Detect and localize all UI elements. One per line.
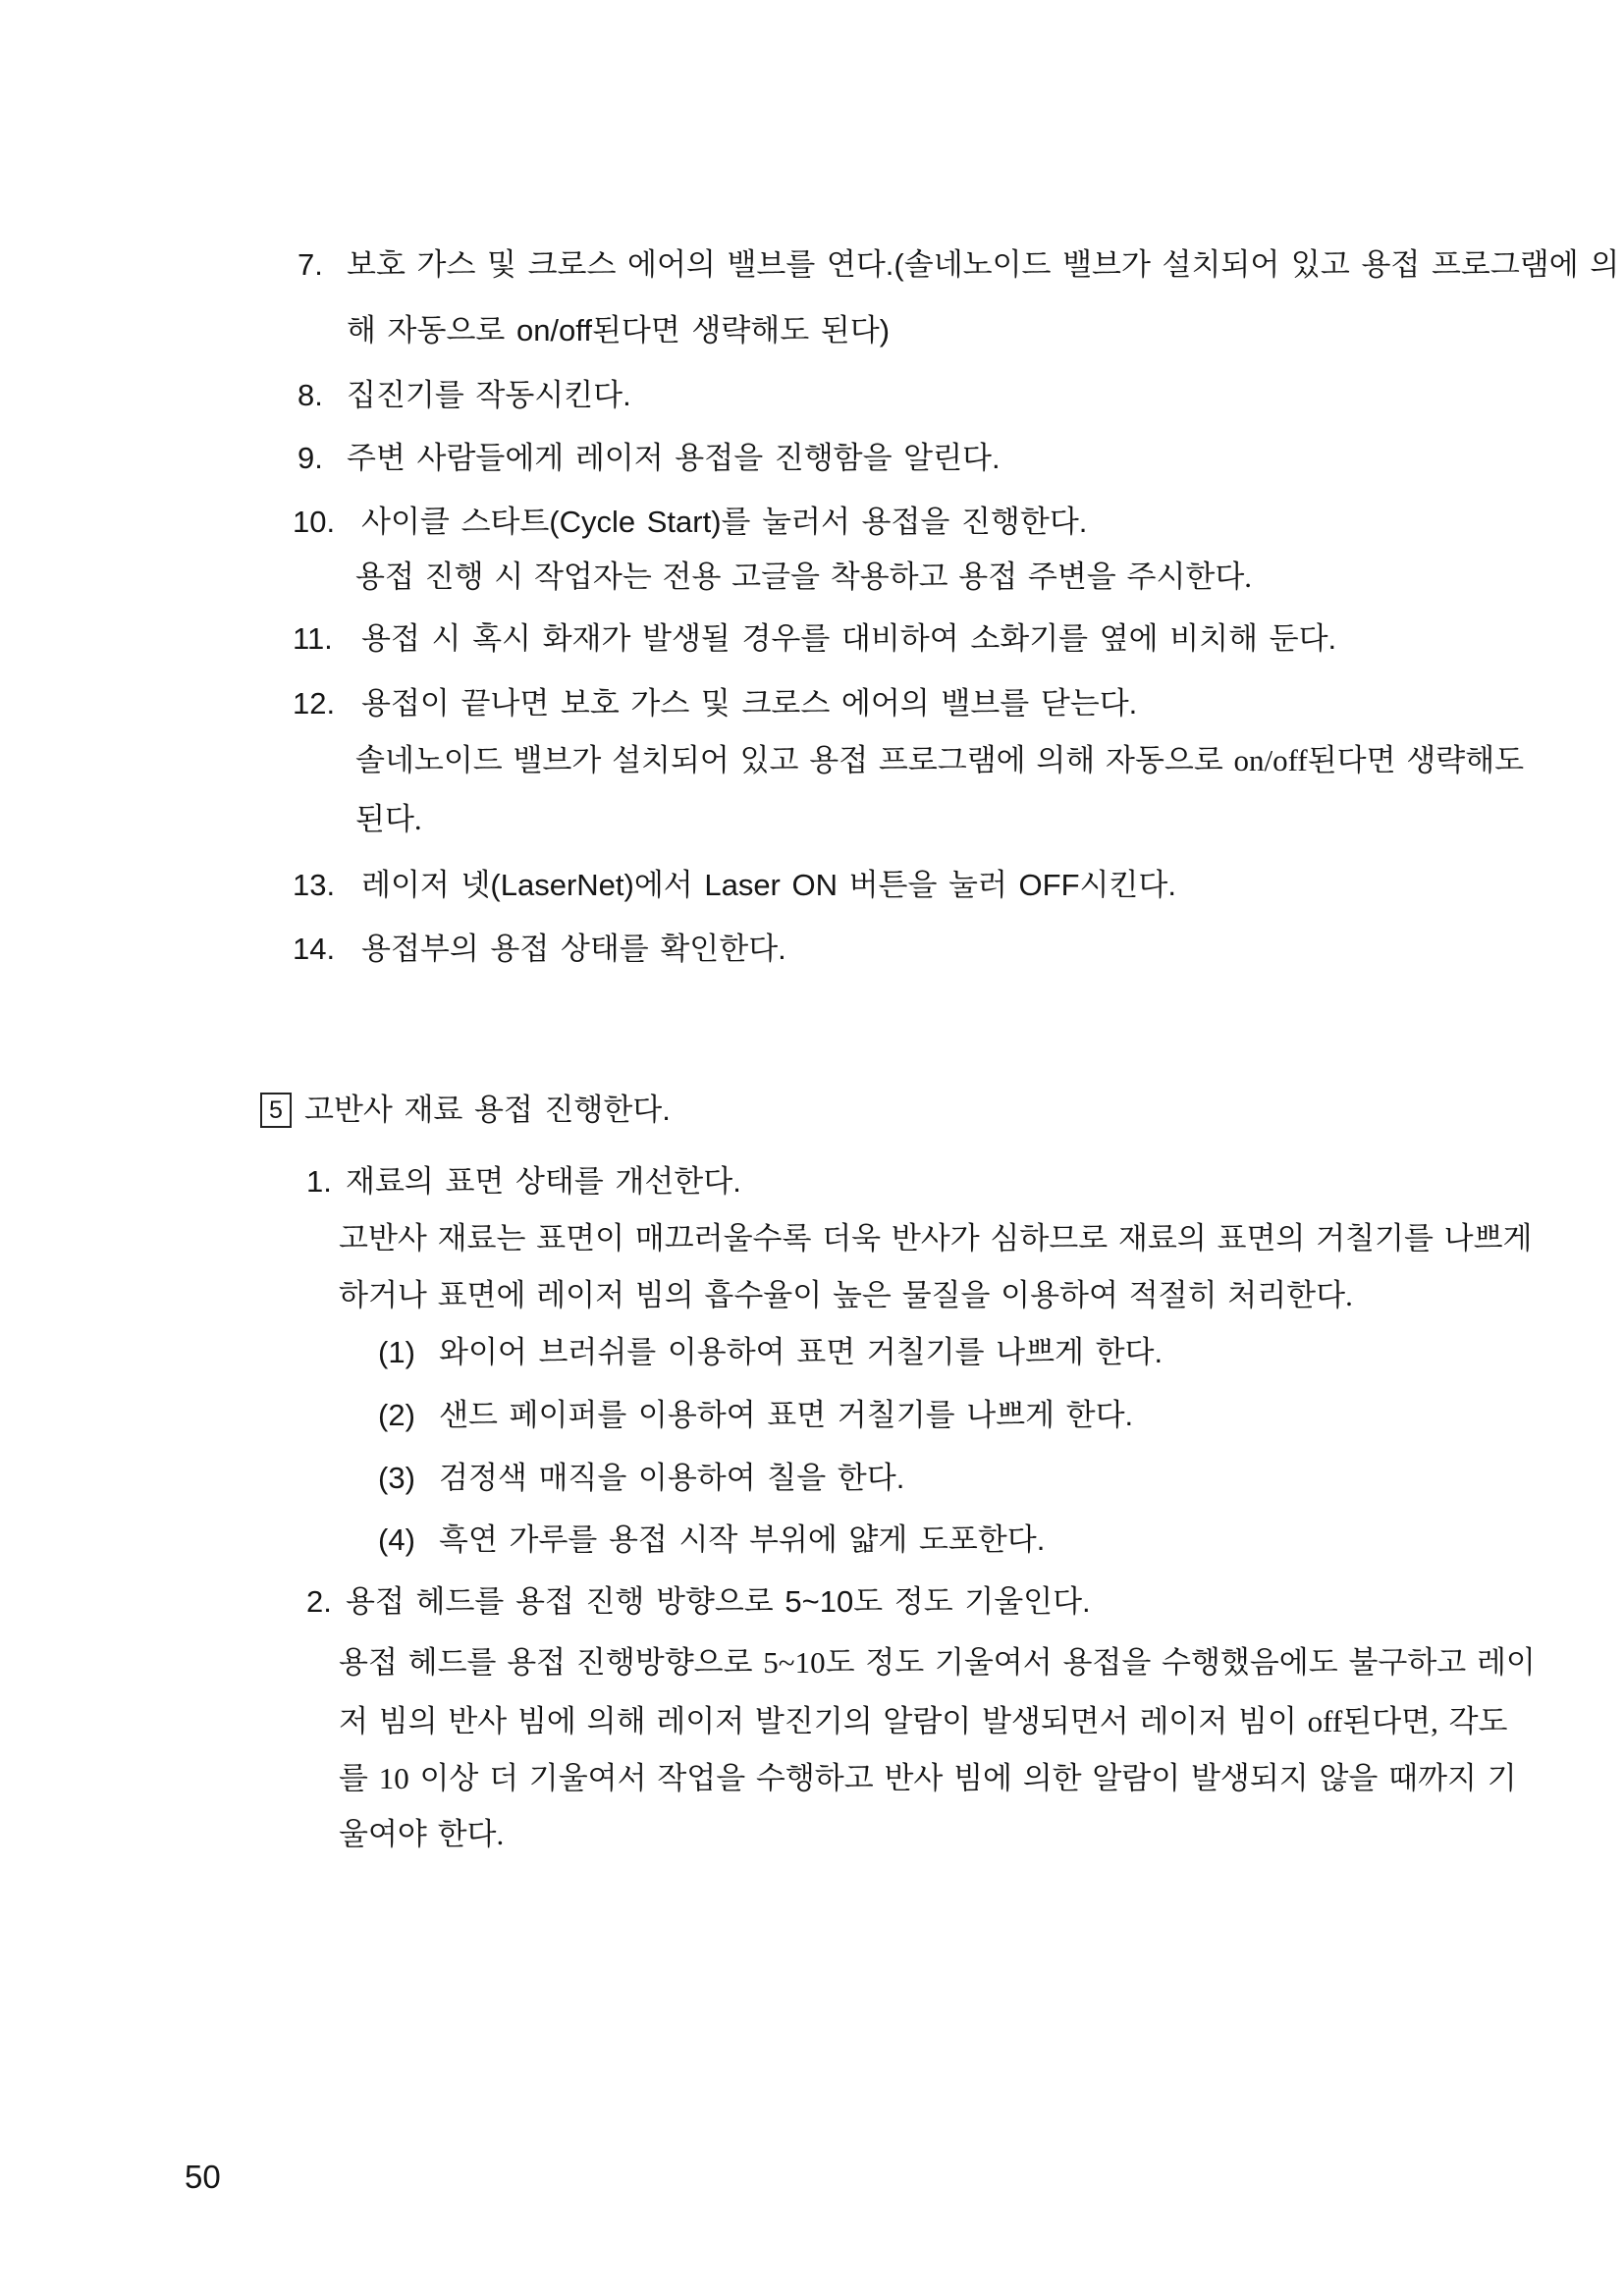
section-item-2-para-line-3: 를 10 이상 더 기울여서 작업을 수행하고 반사 빔에 의한 알람이 발생되지 않을 때까지 기 bbox=[339, 1761, 1517, 1795]
section-item-2-title: 용접 헤드를 용접 진행 방향으로 5~10도 정도 기울인다. bbox=[346, 1584, 1091, 1619]
sub-item-2-number: (2) bbox=[378, 1398, 415, 1432]
item-8-number: 8. bbox=[298, 378, 323, 412]
item-10-number: 10. bbox=[293, 505, 336, 539]
sub-item-3-text: 검정색 매직을 이용하여 칠을 한다. bbox=[439, 1461, 905, 1495]
section-item-1-para-line-2: 하거나 표면에 레이저 빔의 흡수율이 높은 물질을 이용하여 적절히 처리한다. bbox=[339, 1278, 1353, 1312]
section-item-2-number: 2. bbox=[306, 1584, 332, 1619]
section-item-1-title: 재료의 표면 상태를 개선한다. bbox=[346, 1164, 741, 1199]
item-9-number: 9. bbox=[298, 441, 323, 475]
item-8-line-1: 집진기를 작동시킨다. bbox=[347, 378, 631, 412]
item-12-line-1: 용접이 끝나면 보호 가스 및 크로스 에어의 밸브를 닫는다. bbox=[361, 686, 1138, 721]
sub-item-4-text: 흑연 가루를 용접 시작 부위에 얇게 도포한다. bbox=[439, 1522, 1046, 1557]
section-5-marker: 5 bbox=[260, 1093, 292, 1128]
sub-item-4-number: (4) bbox=[378, 1522, 415, 1557]
item-12-note-line-1: 솔네노이드 밸브가 설치되어 있고 용접 프로그램에 의해 자동으로 on/off된다면 생략해도 bbox=[355, 743, 1525, 777]
section-item-2-para-line-2: 저 빔의 반사 빔에 의해 레이저 발진기의 알람이 발생되면서 레이저 빔이 off된다면, 각도 bbox=[339, 1704, 1508, 1738]
item-7-number: 7. bbox=[298, 247, 323, 282]
item-11-number: 11. bbox=[293, 621, 333, 656]
item-13-line-1: 레이저 넷(LaserNet)에서 Laser ON 버튼을 눌러 OFF시킨다. bbox=[361, 868, 1176, 902]
item-12-note-line-2: 된다. bbox=[355, 802, 422, 836]
sub-item-3-number: (3) bbox=[378, 1461, 415, 1495]
item-11-line-1: 용접 시 혹시 화재가 발생될 경우를 대비하여 소화기를 옆에 비치해 둔다. bbox=[361, 621, 1337, 656]
item-14-line-1: 용접부의 용접 상태를 확인한다. bbox=[361, 932, 786, 966]
sub-item-1-text: 와이어 브러쉬를 이용하여 표면 거칠기를 나쁘게 한다. bbox=[439, 1335, 1164, 1369]
item-14-number: 14. bbox=[293, 932, 336, 966]
item-9-line-1: 주변 사람들에게 레이저 용접을 진행함을 알린다. bbox=[347, 441, 1001, 475]
section-item-2-para-line-1: 용접 헤드를 용접 진행방향으로 5~10도 정도 기울여서 용접을 수행했음에도 불구하고 레이 bbox=[339, 1645, 1536, 1680]
item-10-note: 용접 진행 시 작업자는 전용 고글을 착용하고 용접 주변을 주시한다. bbox=[355, 560, 1253, 594]
item-13-number: 13. bbox=[293, 868, 336, 902]
item-7-line-1: 보호 가스 및 크로스 에어의 밸브를 연다.(솔네노이드 밸브가 설치되어 있고 용접 프로그램에 의 bbox=[347, 247, 1620, 282]
item-10-line-1: 사이클 스타트(Cycle Start)를 눌러서 용접을 진행한다. bbox=[361, 505, 1088, 539]
page-number: 50 bbox=[185, 2159, 221, 2195]
sub-item-1-number: (1) bbox=[378, 1335, 415, 1369]
section-item-1-number: 1. bbox=[306, 1164, 332, 1199]
item-7-line-2: 해 자동으로 on/off된다면 생략해도 된다) bbox=[347, 313, 891, 347]
section-5-title: 고반사 재료 용접 진행한다. bbox=[304, 1093, 671, 1127]
sub-item-2-text: 샌드 페이퍼를 이용하여 표면 거칠기를 나쁘게 한다. bbox=[439, 1398, 1134, 1432]
item-12-number: 12. bbox=[293, 686, 336, 721]
section-item-1-para-line-1: 고반사 재료는 표면이 매끄러울수록 더욱 반사가 심하므로 재료의 표면의 거칠기를 나쁘게 bbox=[339, 1221, 1533, 1255]
section-item-2-para-line-4: 울여야 한다. bbox=[339, 1817, 505, 1851]
